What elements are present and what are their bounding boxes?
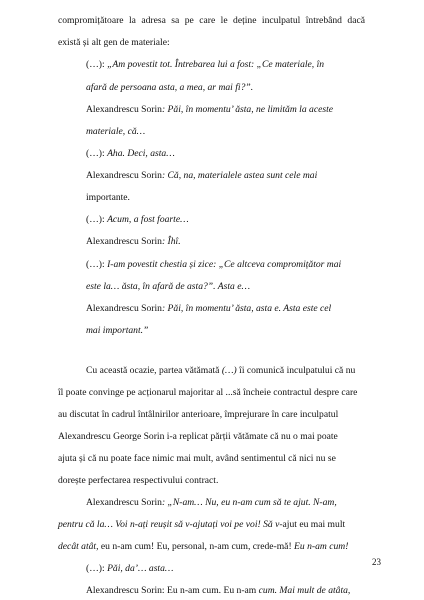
dialogue-line: (…): Acum, a fost foarte… [86, 214, 189, 225]
dialogue-line: (…): Păi, da’… asta… [86, 563, 174, 574]
dialogue-line: Alexandrescu Sorin: Păi, în momentu’ ăsta, asta e. Asta este cel [86, 303, 332, 314]
dialogue-line: mai important.” [86, 325, 149, 336]
dialogue-line: Alexandrescu Sorin: „N-am… Nu, eu n-am cum să te ajut. N-am, [86, 497, 337, 508]
body-line: dorește perfectarea respectivului contract. [58, 475, 219, 486]
body-line: îl poate convinge pe acționarul majoritar al ...să încheie contractul despre care [58, 387, 358, 398]
body-line: Alexandrescu George Sorin i-a replicat părții vătămate că nu o mai poate [58, 431, 338, 442]
dialogue-line: este la… ăsta, în afară de asta?”. Asta e… [86, 281, 250, 292]
dialogue-line: (…): Aha. Deci, asta… [86, 148, 175, 159]
body-line: Cu această ocazie, partea vătămată (…) îi comunică inculpatului că nu [86, 365, 356, 376]
body-line: compromițătoare la adresa sa pe care le deține inculpatul întrebând dacă [58, 15, 365, 26]
dialogue-line: (…): I-am povestit chestia și zice: „Ce altceva compromițător mai [86, 259, 342, 270]
dialogue-line: importante. [86, 192, 130, 203]
body-line: au discutat în cadrul întâlnirilor anterioare, împrejurare în care inculpatul [58, 409, 339, 420]
dialogue-line: Alexandrescu Sorin: Păi, în momentu’ ăsta, ne limităm la aceste [86, 104, 333, 115]
dialogue-line: afară de persoana asta, a mea, ar mai fi?”. [86, 82, 254, 93]
page-number: 23 [372, 557, 381, 567]
dialogue-line: (…): „Am povestit tot. Întrebarea lui a fost: „Ce materiale, în [86, 59, 325, 70]
dialogue-line: Alexandrescu Sorin: Îhî. [86, 236, 181, 247]
dialogue-line: Alexandrescu Sorin: Că, na, materialele astea sunt cele mai [86, 170, 318, 181]
dialogue-line: materiale, că… [86, 126, 146, 137]
body-line: ajuta și că nu poate face nimic mai mult, având sentimentul că nici nu se [58, 453, 336, 464]
dialogue-line: decât atât, eu n-am cum! Eu, personal, n-am cum, crede-mă! Eu n-am cum! [58, 541, 349, 552]
dialogue-line: pentru că la… Voi n-ați reușit să v-ajutați voi pe voi! Să v-ajut eu mai mult [58, 519, 346, 530]
body-line: există și alt gen de materiale: [58, 37, 170, 48]
dialogue-line: Alexandrescu Sorin: Eu n-am cum. Eu n-am cum. Mai mult de atâta, [86, 585, 351, 596]
